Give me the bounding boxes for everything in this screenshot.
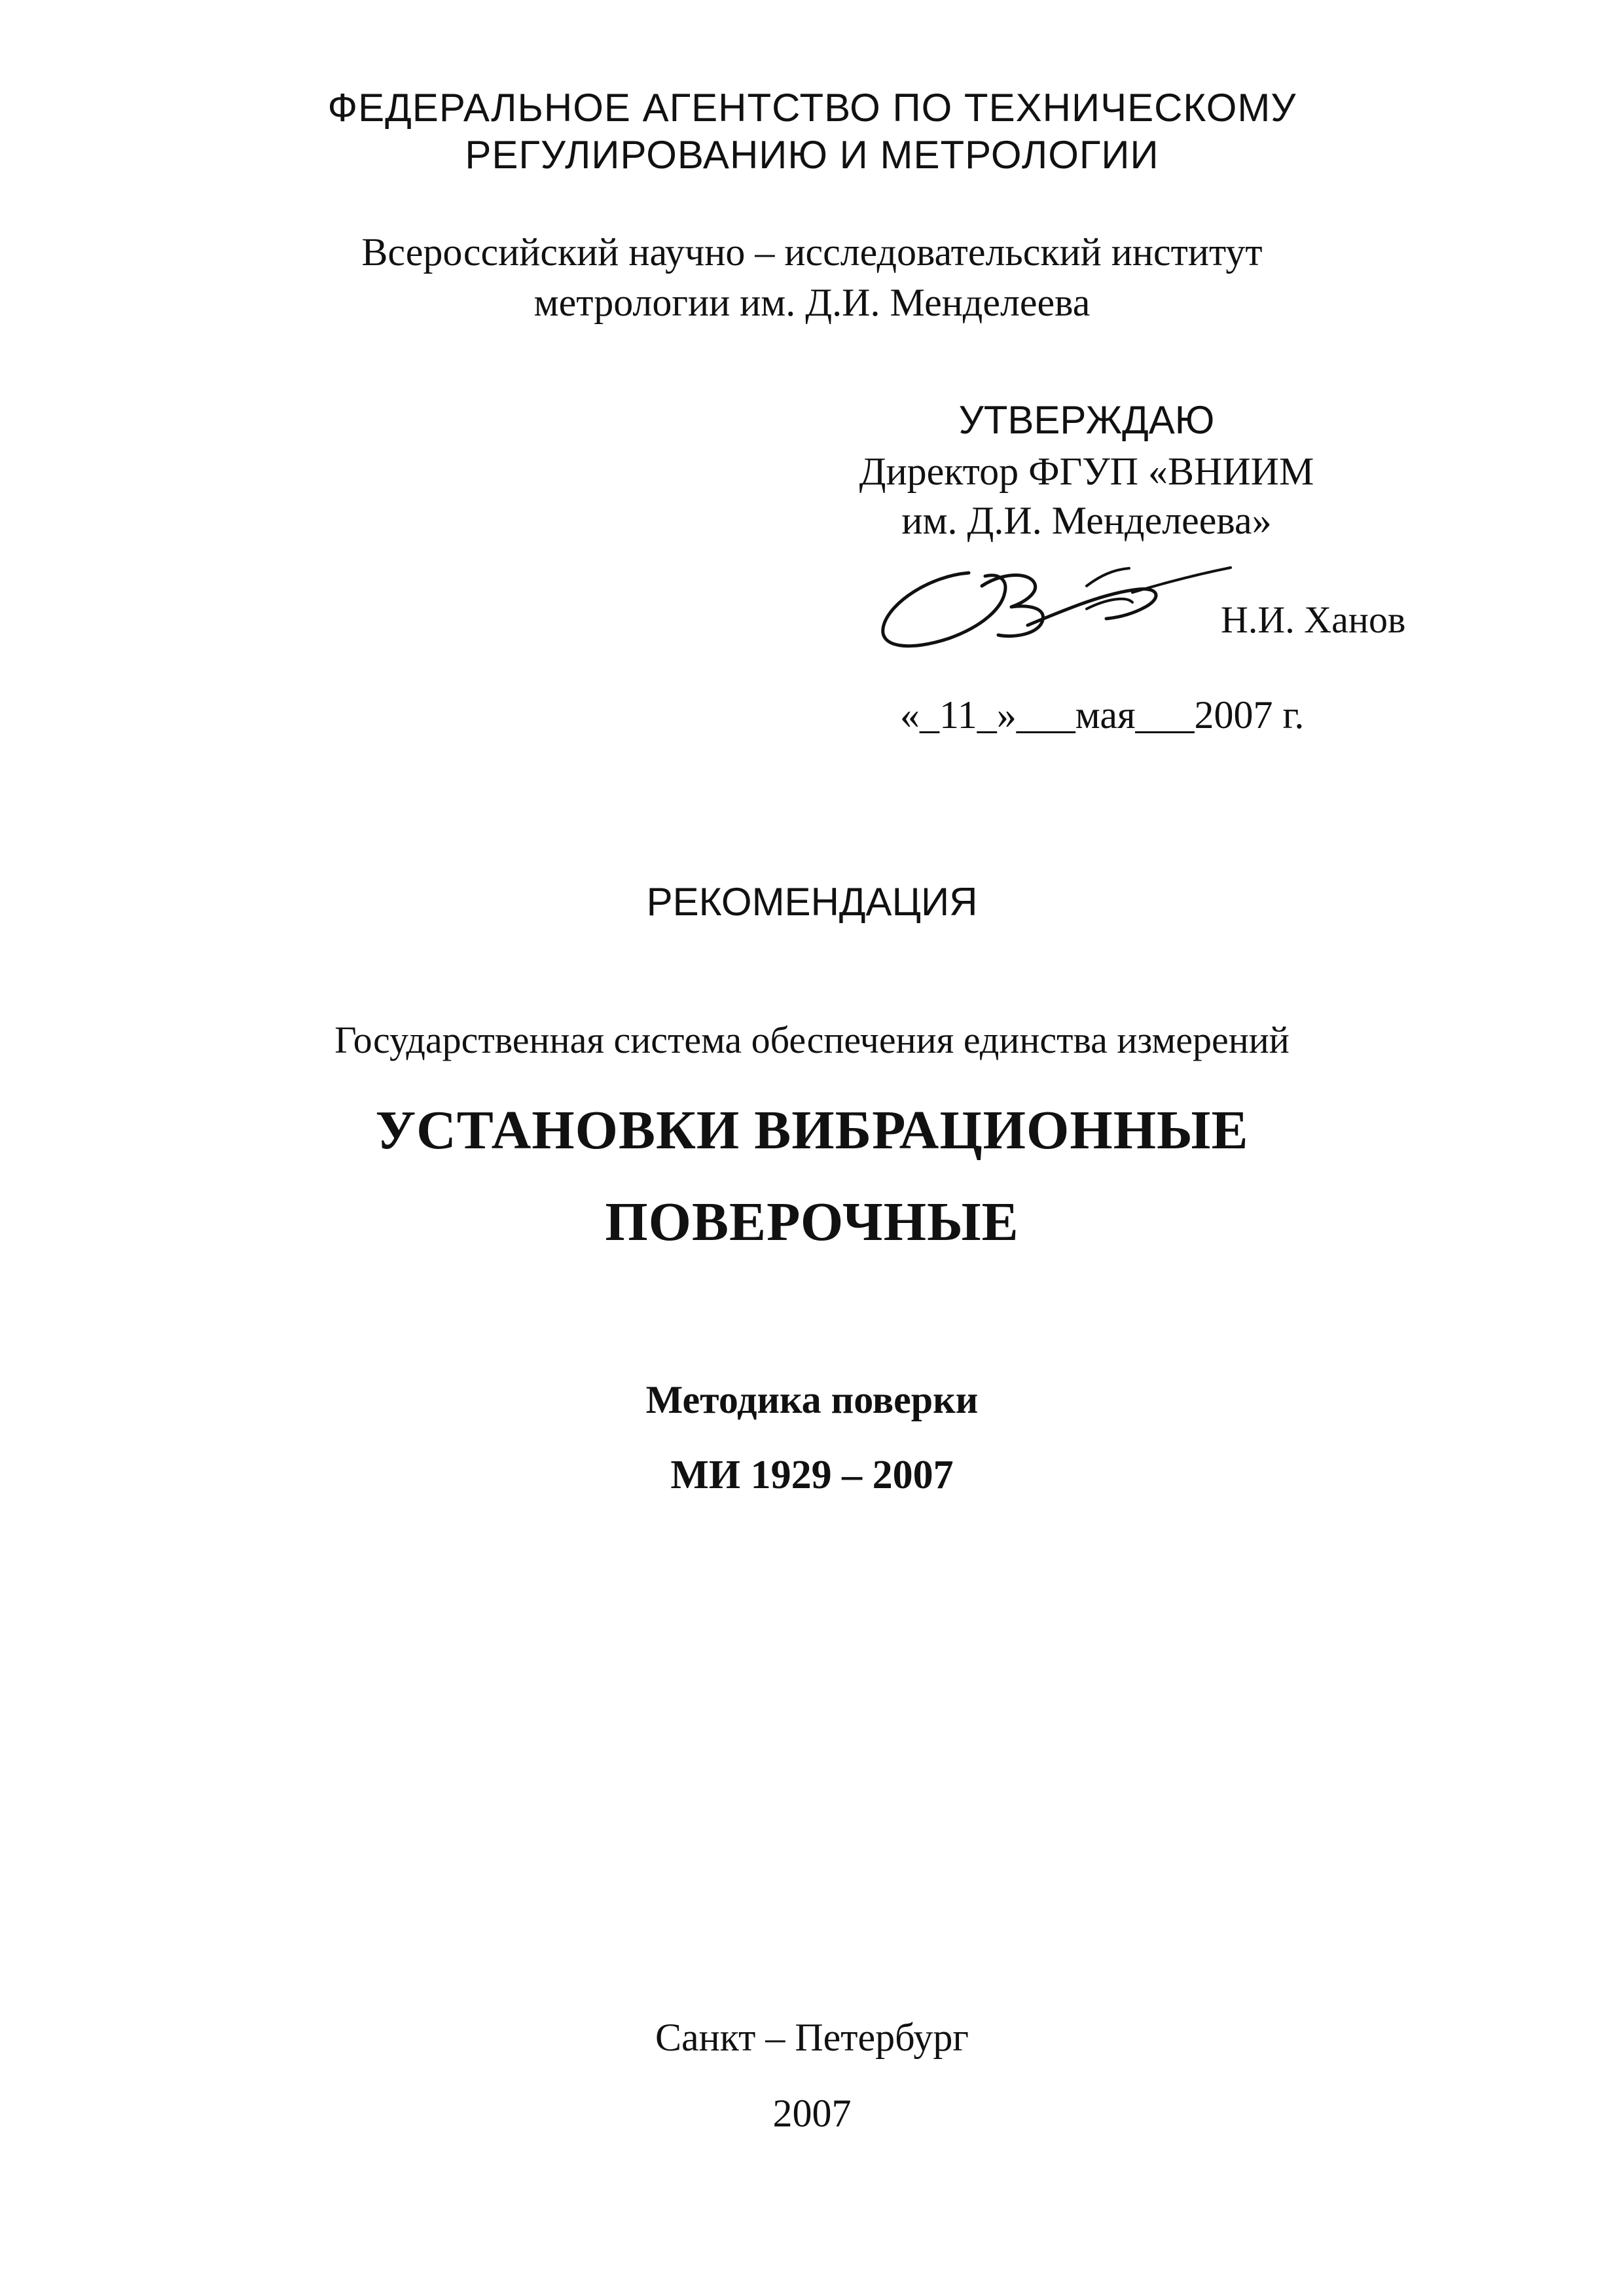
agency-line-1: ФЕДЕРАЛЬНОЕ АГЕНТСТВО ПО ТЕХНИЧЕСКОМУ [327, 86, 1297, 130]
footer-year: 2007 [772, 2092, 852, 2135]
document-code: МИ 1929 – 2007 [670, 1453, 954, 1497]
signature-mark [871, 547, 1263, 658]
approval-date: «_11_»___мая___2007 г. [900, 693, 1305, 737]
approver-position-line-2: им. Д.И. Менделеева» [901, 499, 1272, 542]
system-line: Государственная система обеспечения единства измерений [334, 1019, 1290, 1061]
subtitle: Методика поверки [645, 1378, 979, 1421]
institute-line-1: Всероссийский научно – исследовательский институт [361, 230, 1263, 274]
footer-city: Санкт – Петербург [655, 2016, 969, 2059]
title-line-2: ПОВЕРОЧНЫЕ [605, 1192, 1019, 1252]
approve-word: УТВЕРЖДАЮ [958, 398, 1215, 442]
approver-position-line-1: Директор ФГУП «ВНИИМ [859, 450, 1314, 493]
signer-name: Н.И. Ханов [1221, 598, 1406, 641]
document-type: РЕКОМЕНДАЦИЯ [646, 880, 978, 924]
institute-line-2: метрологии им. Д.И. Менделеева [533, 281, 1091, 324]
agency-line-2: РЕГУЛИРОВАНИЮ И МЕТРОЛОГИИ [465, 133, 1159, 177]
title-line-1: УСТАНОВКИ ВИБРАЦИОННЫЕ [375, 1100, 1249, 1161]
